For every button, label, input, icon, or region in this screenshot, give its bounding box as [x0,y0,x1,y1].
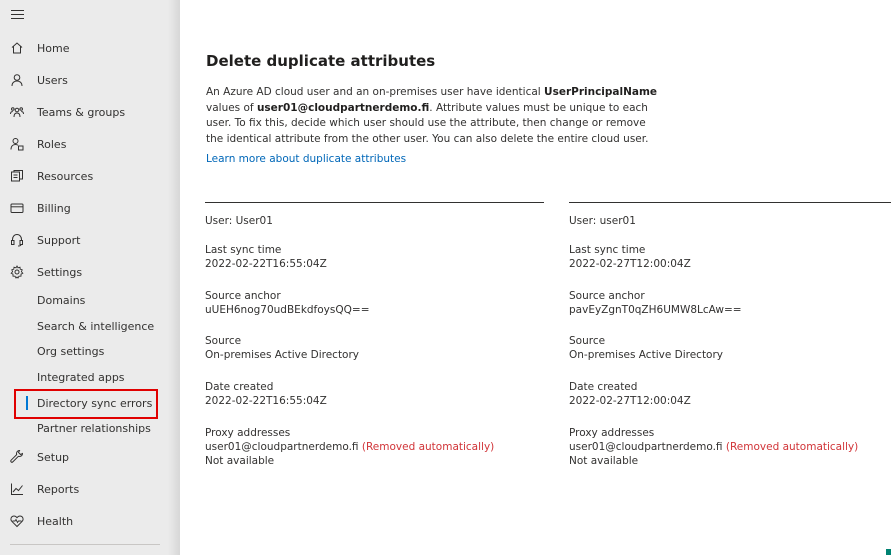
nav-partner-relationships[interactable] [0,417,180,439]
nav-users-label: Users [37,73,68,87]
nav-support[interactable] [0,228,180,252]
removed-automatically-note: (Removed automatically) [725,441,859,453]
user-line [205,215,273,227]
highlight-box [14,389,158,419]
proxy-address-line [205,441,494,453]
nav-support-label: Support [37,233,81,247]
nav-home[interactable] [0,36,180,60]
date-created-label: Date created [205,381,274,393]
nav-setup-label: Setup [37,450,70,464]
nav-integrated-apps[interactable] [0,366,180,388]
date-created-value: 2022-02-22T16:55:04Z [205,395,327,407]
desc-part1: An Azure AD cloud user and an on-premises user have identical [206,86,545,98]
nav-domains[interactable] [0,289,180,311]
source-field [205,335,359,361]
date-created-value: 2022-02-27T12:00:04Z [569,395,691,407]
proxy-addresses-field [569,427,858,467]
nav-roles[interactable] [0,132,180,156]
proxy-addresses-field [205,427,494,467]
headset-icon [10,233,24,247]
last-sync-value: 2022-02-22T16:55:04Z [205,258,327,270]
nav-setup[interactable] [0,445,180,469]
nav-reports-label: Reports [37,482,80,496]
nav-billing-label: Billing [37,201,71,215]
proxy-addresses-label: Proxy addresses [569,427,655,439]
date-created-label: Date created [569,381,638,393]
nav-settings-label: Settings [37,265,83,279]
last-sync-value: 2022-02-27T12:00:04Z [569,258,691,270]
nav-settings[interactable] [0,260,180,284]
user-icon [10,73,24,87]
source-label: Source [569,335,606,347]
date-created-field [569,381,691,407]
user-column-1 [205,202,544,467]
last-sync-field [205,244,327,270]
removed-automatically-note: (Removed automatically) [361,441,495,453]
source-value: On-premises Active Directory [205,349,360,361]
desc-part2: values of [206,101,257,114]
nav-directory-sync-errors-label: Directory sync errors [37,396,153,410]
nav-teams-groups[interactable] [0,100,180,124]
desc-attribute: UserPrincipalName [544,86,658,98]
nav-resources[interactable] [0,164,180,188]
wrench-icon [10,450,24,464]
source-anchor-label: Source anchor [205,290,281,302]
source-value: On-premises Active Directory [569,349,724,361]
nav-resources-label: Resources [37,169,94,183]
desc-value: user01@cloudpartnerdemo.fi [256,101,430,114]
resources-icon [10,169,24,183]
nav-domains-label: Domains [37,293,86,307]
nav-search-label: Search & intelligence [37,319,155,333]
nav-integrated-apps-label: Integrated apps [37,370,125,384]
user-name: User: user01 [569,215,636,227]
column-rule [569,202,891,203]
source-anchor-label: Source anchor [569,290,645,302]
nav-health[interactable] [0,509,180,533]
proxy-address-value: user01@cloudpartnerdemo.fi [569,441,723,453]
column-rule [205,202,544,203]
source-anchor-field [569,290,742,316]
user-name: User: User01 [205,215,273,227]
last-sync-field [569,244,691,270]
user-line [569,215,636,227]
scroll-indicator[interactable] [886,549,891,555]
nav-roles-label: Roles [37,137,67,151]
proxy-address-line [569,441,858,453]
nav-org-settings-label: Org settings [37,344,105,358]
sidebar-divider [10,544,160,545]
billing-icon [10,201,24,215]
date-created-field [205,381,327,407]
nav-partner-relationships-label: Partner relationships [37,421,151,435]
nav-reports[interactable] [0,477,180,501]
last-sync-label: Last sync time [205,244,282,256]
hamburger-icon[interactable] [11,10,24,22]
user-column-2 [569,202,891,467]
nav-org-settings[interactable] [0,340,180,362]
nav-users[interactable] [0,68,180,92]
nav-search-intelligence[interactable] [0,315,180,337]
nav-billing[interactable] [0,196,180,220]
proxy-not-available: Not available [205,455,275,467]
chart-icon [10,482,24,496]
proxy-not-available: Not available [569,455,639,467]
source-anchor-field [205,290,370,316]
teams-icon [10,105,24,119]
last-sync-label: Last sync time [569,244,646,256]
source-anchor-value: uUEH6nog70udBEkdfoysQQ== [205,304,370,316]
source-field [569,335,723,361]
heart-icon [10,514,24,528]
sidebar-nav [0,0,180,555]
delete-duplicate-attributes-panel [180,0,891,555]
home-icon [10,41,24,55]
nav-home-label: Home [37,41,70,55]
nav-health-label: Health [37,514,74,528]
panel-title: Delete duplicate attributes [206,52,436,70]
proxy-addresses-label: Proxy addresses [205,427,291,439]
source-label: Source [205,335,242,347]
proxy-address-value: user01@cloudpartnerdemo.fi [205,441,359,453]
desc-part3: . Attribute values must be unique to each user. To fix this, decide which user should use the attribute, then change or remove the identical attribute from the other user. You can also delete the entire cloud user. [206,101,649,145]
learn-more-link[interactable]: Learn more about duplicate attributes [206,153,407,165]
panel-description [206,85,666,147]
roles-icon [10,137,24,151]
nav-teams-label: Teams & groups [37,105,126,119]
gear-icon [10,265,24,279]
source-anchor-value: pavEyZgnT0qZH6UMW8LcAw== [569,304,742,316]
